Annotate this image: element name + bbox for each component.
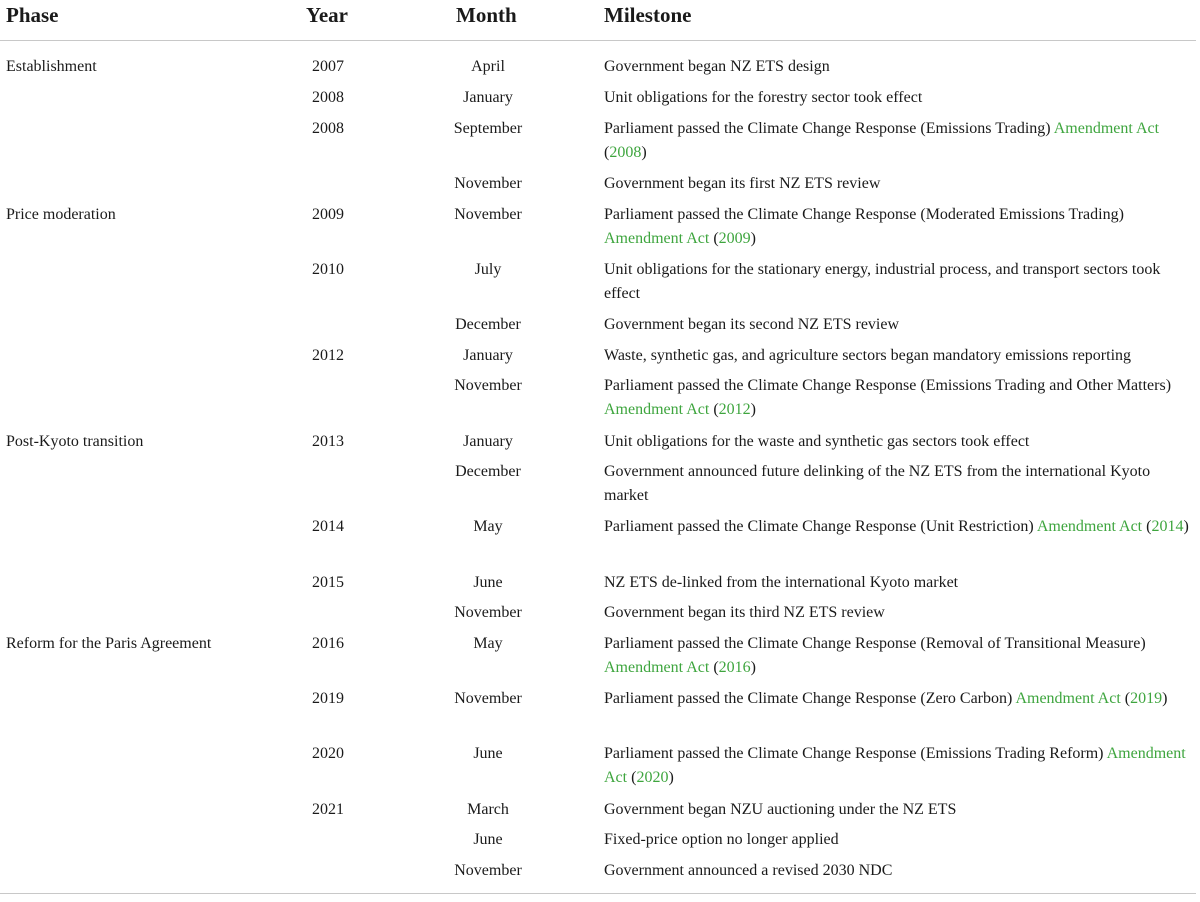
amendment-act-link[interactable]: Amendment Act	[1053, 120, 1160, 137]
month-cell: November	[454, 604, 522, 621]
header-milestone: Milestone	[604, 3, 692, 27]
milestone-cell	[604, 742, 1194, 790]
milestone-cell	[604, 430, 1194, 454]
year-cell: 2008	[312, 89, 344, 106]
month-cell: January	[463, 347, 513, 364]
milestone-text: (	[709, 230, 719, 247]
year-cell: 2021	[312, 801, 344, 818]
phase-cell: Post-Kyoto transition	[6, 433, 144, 450]
month-cell: November	[454, 175, 522, 192]
amendment-year-link[interactable]: 2009	[718, 230, 751, 247]
amendment-act-link[interactable]: Amendment Act	[604, 745, 1186, 786]
milestone-cell	[604, 601, 1194, 625]
phase-cell: Reform for the Paris Agreement	[6, 635, 212, 652]
milestone-text: (	[604, 144, 610, 161]
year-cell: 2016	[312, 635, 344, 652]
header-month: Month	[456, 3, 517, 27]
amendment-act-link[interactable]: Amendment Act	[604, 230, 710, 247]
milestone-text: )	[750, 659, 756, 676]
milestone-cell	[604, 687, 1194, 711]
year-cell: 2012	[312, 347, 344, 364]
month-cell: November	[454, 206, 522, 223]
month-cell: January	[463, 433, 513, 450]
month-cell: January	[463, 89, 513, 106]
milestone-text: Government began NZU auctioning under the NZ ETS	[604, 801, 957, 818]
amendment-year-link[interactable]: 2008	[609, 144, 642, 161]
table-header	[0, 0, 1200, 40]
milestone-text: Government began its first NZ ETS review	[604, 175, 881, 192]
milestone-cell	[604, 313, 1194, 337]
milestone-cell	[604, 859, 1194, 883]
month-cell: December	[455, 463, 521, 480]
amendment-act-link[interactable]: Amendment Act	[604, 401, 710, 418]
month-cell: September	[453, 120, 523, 137]
milestone-cell	[604, 798, 1194, 822]
milestone-text: )	[1162, 690, 1168, 707]
milestone-cell	[604, 460, 1194, 508]
amendment-act-link[interactable]: Amendment Act	[1036, 518, 1143, 535]
milestone-text: (	[1142, 518, 1152, 535]
milestone-text: Parliament passed the Climate Change Response (Unit Restriction)	[604, 518, 1037, 535]
milestone-text: Unit obligations for the stationary energy, industrial process, and transport sectors took effect	[604, 261, 1161, 302]
milestone-text: )	[750, 230, 756, 247]
month-cell: June	[473, 831, 503, 848]
phase-cell: Price moderation	[6, 206, 116, 223]
amendment-year-link[interactable]: 2016	[718, 659, 751, 676]
header-year: Year	[306, 3, 348, 27]
year-cell: 2009	[312, 206, 344, 223]
month-cell: May	[473, 518, 503, 535]
milestone-cell	[604, 203, 1194, 251]
milestone-cell	[604, 515, 1194, 539]
year-cell: 2010	[312, 261, 344, 278]
milestone-text: Parliament passed the Climate Change Response (Zero Carbon)	[604, 690, 1016, 707]
milestone-cell	[604, 571, 1194, 595]
milestone-text: Government announced a revised 2030 NDC	[604, 862, 893, 879]
milestone-cell	[604, 258, 1194, 306]
milestone-text: Government began its second NZ ETS review	[604, 316, 900, 333]
milestone-text: (	[627, 769, 637, 786]
milestone-text: Parliament passed the Climate Change Response (Emissions Trading)	[604, 120, 1054, 137]
month-cell: June	[473, 574, 503, 591]
month-cell: March	[467, 801, 509, 818]
bottom-rule	[0, 893, 1196, 894]
milestone-cell	[604, 172, 1194, 196]
milestone-text: Parliament passed the Climate Change Response (Moderated Emissions Trading)	[604, 206, 1124, 223]
milestone-cell	[604, 117, 1194, 165]
milestone-text: Parliament passed the Climate Change Response (Emissions Trading Reform)	[604, 745, 1107, 762]
month-cell: December	[455, 316, 521, 333]
amendment-act-link[interactable]: Amendment Act	[1015, 690, 1121, 707]
milestone-text: Government announced future delinking of the NZ ETS from the international Kyoto market	[604, 463, 1151, 504]
month-cell: November	[454, 862, 522, 879]
milestone-text: Parliament passed the Climate Change Response (Emissions Trading and Other Matters)	[604, 377, 1172, 394]
year-cell: 2008	[312, 120, 344, 137]
milestone-cell	[604, 828, 1194, 852]
milestone-cell	[604, 374, 1194, 422]
year-cell: 2007	[312, 58, 344, 75]
milestone-text: Government began its third NZ ETS review	[604, 604, 885, 621]
milestone-text: NZ ETS de-linked from the international Kyoto market	[604, 574, 959, 591]
amendment-year-link[interactable]: 2020	[636, 769, 669, 786]
amendment-year-link[interactable]: 2012	[718, 401, 751, 418]
year-cell: 2013	[312, 433, 344, 450]
milestone-cell	[604, 344, 1194, 368]
month-cell: April	[471, 58, 505, 75]
milestone-text: Waste, synthetic gas, and agriculture sectors began mandatory emissions reporting	[604, 347, 1132, 364]
header-rule	[0, 40, 1196, 41]
month-cell: November	[454, 377, 522, 394]
milestone-text: (	[709, 401, 719, 418]
amendment-year-link[interactable]: 2014	[1151, 518, 1184, 535]
milestone-cell	[604, 632, 1194, 680]
milestone-text: Fixed-price option no longer applied	[604, 831, 839, 848]
milestone-text: Government began NZ ETS design	[604, 58, 830, 75]
milestone-text: )	[1183, 518, 1189, 535]
milestone-cell	[604, 86, 1194, 110]
milestone-text: )	[668, 769, 674, 786]
year-cell: 2014	[312, 518, 344, 535]
amendment-year-link[interactable]: 2019	[1130, 690, 1163, 707]
phase-cell: Establishment	[6, 58, 97, 75]
month-cell: June	[473, 745, 503, 762]
year-cell: 2020	[312, 745, 344, 762]
milestone-text: Unit obligations for the forestry sector took effect	[604, 89, 923, 106]
milestone-text: )	[641, 144, 647, 161]
milestone-text: (	[709, 659, 719, 676]
amendment-act-link[interactable]: Amendment Act	[604, 659, 710, 676]
milestone-text: Unit obligations for the waste and synthetic gas sectors took effect	[604, 433, 1030, 450]
header-phase: Phase	[6, 3, 59, 27]
milestone-text: Parliament passed the Climate Change Response (Removal of Transitional Measure)	[604, 635, 1146, 652]
year-cell: 2015	[312, 574, 344, 591]
milestone-text: (	[1120, 690, 1131, 707]
month-cell: July	[474, 261, 502, 278]
milestone-cell	[604, 55, 1194, 79]
milestone-text: )	[750, 401, 756, 418]
year-cell: 2019	[312, 690, 344, 707]
month-cell: May	[473, 635, 503, 652]
month-cell: November	[454, 690, 522, 707]
